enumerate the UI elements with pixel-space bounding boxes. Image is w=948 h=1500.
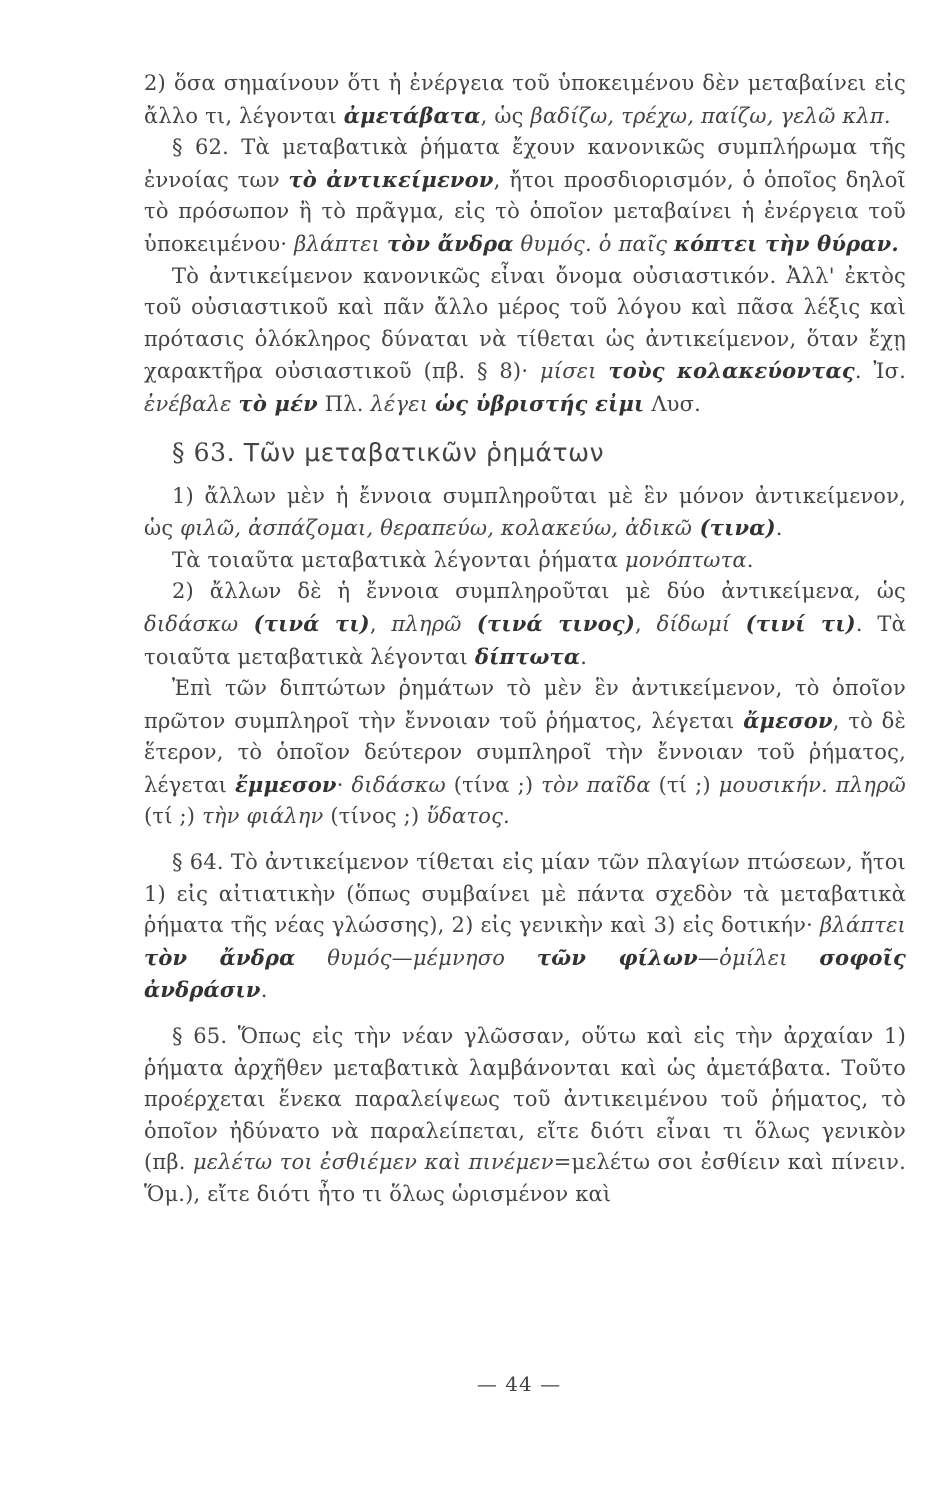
paragraph-diptota-definition (144, 576, 906, 673)
text-run: § 62. Τὰ μεταβατικὰ ῥήματα ἔχουν κανονικῶς συμπλήρωμα τῆς ἐννοίας των (144, 135, 906, 192)
text-run: . (775, 516, 783, 541)
example-object: τῶν φίλων (536, 944, 698, 970)
text-run: 1) ἄλλων μὲν ἡ ἔννοια συμπληροῦται μὲ ἓν μόνον ἀντικείμενον, ὡς (144, 483, 906, 541)
example-word: λέγει (370, 391, 429, 416)
text-run: (τί ;) (650, 772, 719, 797)
paragraph-object-nature (144, 261, 906, 421)
paragraph-section-65 (144, 1021, 906, 1211)
paragraph-monoptota-definition (144, 481, 906, 545)
example-word: θυμός—μέμνησο (327, 945, 506, 970)
text-run: , τὸ δὲ ἕτερον, τὸ ὁποῖον δεύτερον συμπληροῖ τὴν ἔννοιαν τοῦ ῥήματος, λέγεται (144, 708, 906, 797)
term-monoptota: μονόπτωτα (624, 547, 747, 572)
example-word: διδάσκω (351, 772, 446, 797)
text-run: Ἐπὶ τῶν διπτώτων ῥημάτων τὸ μὲν ἓν ἀντικείμενον, τὸ ὁποῖον πρῶτον συμπληροῖ τὴν ἔννοιαν τοῦ ῥήματος, λέγεται (144, 676, 906, 733)
term-ameson: ἄμεσον (743, 707, 833, 733)
example-object: τὸν ἄνδρα (386, 230, 514, 256)
case-marker: (τινί τι) (730, 610, 856, 636)
text-run: . Ἰσ. (854, 359, 906, 384)
example-word: μίσει (539, 359, 597, 384)
page-number: — 44 — (476, 1372, 562, 1396)
example-quote: μελέτω τοι ἐσθιέμεν καὶ πινέμεν (192, 1150, 554, 1175)
text-run: . (746, 547, 754, 572)
text-run: § 65. Ὅπως εἰς τὴν νέαν γλῶσσαν, οὕτω καὶ εἰς τὴν ἀρχαίαν 1) ῥήματα ἀρχῆθεν μεταβατικὰ λαμβάνονται καὶ ὡς ἀμετάβατα. Τοῦτο προέρχεται ἕνεκα παραλείψεως τοῦ ἀντικειμένου τοῦ ῥήματος, τὸ ὁποῖον ἠδύνατο νὰ παραλείπεται, εἴτε διότι εἶναι τι ὅλως γενικὸν (πβ. (144, 1024, 906, 1175)
term-diptota: δίπτωτα (474, 643, 581, 669)
text-run: 2) ὅσα σημαίνουν ὅτι ἡ ἐνέργεια τοῦ ὑποκειμένου δὲν μεταβαίνει εἰς ἄλλο τι, λέγονται (144, 71, 906, 128)
example-word: βλάπτει (294, 231, 381, 256)
paragraph-intransitive (144, 68, 906, 132)
example-object: τὸν ἄνδρα (144, 944, 296, 970)
text-run: , ὡς (480, 103, 531, 128)
example-word: δίδωμί (656, 611, 731, 636)
paragraph-monoptota (144, 545, 906, 577)
example-word: διδάσκω (144, 611, 239, 636)
section-title: Τῶν μεταβατικῶν ῥημάτων (243, 437, 605, 467)
case-marker: (τινά τινος) (461, 610, 636, 636)
term-emmeson: ἔμμεσον (234, 771, 337, 797)
text-run: . Τὰ τοιαῦτα μεταβατικὰ λέγονται (144, 611, 906, 669)
example-word: —ὁμίλει (697, 945, 820, 970)
text-run: (τίνα ;) (445, 772, 542, 797)
example-word: τὸν παῖδα (541, 772, 651, 797)
case-marker: (τινά τι) (238, 610, 370, 636)
text-run: =μελέτω σοι ἐσθίειν καὶ πίνειν. Ὅμ.), εἴτε διότι ἦτο τι ὅλως ὡρισμένον καὶ (144, 1150, 906, 1206)
text-run: Λυσ. (644, 391, 702, 416)
section-number: § 63. (172, 437, 236, 467)
text-run: , (369, 611, 392, 636)
text-run: , ἤτοι προσδιορισμόν, ὁ ὁποῖος δηλοῖ τὸ πρόσωπον ἢ τὸ πρᾶγμα, εἰς τὸ ὁποῖον μεταβαίνει ἡ ἐνέργεια τοῦ ὑποκειμένου· (144, 167, 906, 256)
term-antikeimenon: τὸ ἀντικείμενον (288, 166, 494, 192)
example-word: θυμός. ὁ παῖς (520, 231, 668, 256)
text-run: Τὰ τοιαῦτα μεταβατικὰ λέγονται ῥήματα (172, 547, 625, 572)
example-object: τὸ μέν (238, 390, 318, 416)
text-run: Τὸ ἀντικείμενον κανονικῶς εἶναι ὄνομα οὐσιαστικόν. Ἀλλ' ἐκτὸς τοῦ οὐσιαστικοῦ καὶ πᾶν ἄλλο μέρος τοῦ λόγου καὶ πᾶσα λέξις καὶ πρότασις ὁλόκληρος δύναται νὰ τίθεται ὡς ἀντικείμενον, ὅταν ἔχῃ χαρακτῆρα οὐσιαστικοῦ (πβ. § 8)· (144, 263, 906, 384)
case-marker: (τινα) (692, 515, 776, 541)
example-verbs: φιλῶ, ἀσπάζομαι, θεραπεύω, κολακεύω, ἀδικῶ (180, 516, 693, 541)
text-run: . (580, 644, 588, 669)
example-object: κόπτει τὴν θύραν. (674, 230, 899, 256)
example-word: ἐνέβαλε (144, 391, 232, 416)
section-heading-63 (144, 437, 906, 469)
text-run: (τίνος ;) (323, 804, 427, 829)
example-object: σοφοῖς ἀνδράσιν (144, 944, 906, 1003)
example-word: ὕδατος. (426, 804, 510, 829)
paragraph-section-62 (144, 132, 906, 260)
paragraph-section-64 (144, 847, 906, 1007)
example-word: μουσικήν. πληρῶ (718, 772, 906, 797)
text-run: § 64. Τὸ ἀντικείμενον τίθεται εἰς μίαν τῶν πλαγίων πτώσεων, ἤτοι 1) εἰς αἰτιατικὴν (ὅπως συμβαίνει μὲ πάντα σχεδὸν τὰ μεταβατικὰ ῥήματα τῆς νέας γλώσσης), 2) εἰς γενικὴν καὶ 3) εἰς δοτικήν· (144, 850, 906, 938)
text-run: . (260, 978, 268, 1003)
example-word: πληρῶ (391, 611, 462, 636)
text-run: · (336, 772, 352, 797)
example-verbs: βαδίζω, τρέχω, παίζω, γελῶ κλπ. (530, 103, 891, 128)
text-run: (τί ;) (144, 804, 203, 829)
term-ametavata: ἀμετάβατα (343, 102, 481, 128)
example-word: βλάπτει (820, 913, 906, 938)
example-object: ὡς ὑβριστής εἰμι (435, 390, 645, 416)
example-word: τὴν φιάλην (202, 804, 324, 829)
text-run: 2) ἄλλων δὲ ἡ ἔννοια συμπληροῦται μὲ δύο ἀντικείμενα, ὡς (172, 579, 906, 604)
text-run: , (635, 611, 657, 636)
paragraph-direct-indirect-object (144, 673, 906, 833)
text-run: Πλ. (317, 391, 371, 416)
example-object: τοὺς κολακεύοντας (608, 358, 855, 384)
